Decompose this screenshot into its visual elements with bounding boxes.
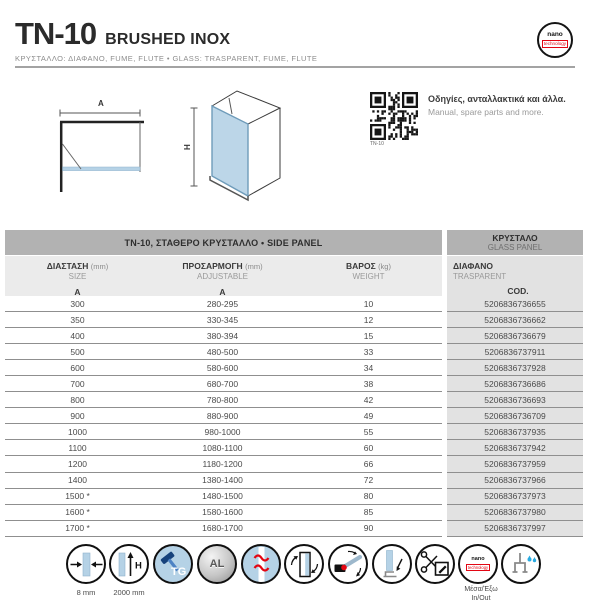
finish-name: BRUSHED INOX <box>105 31 231 48</box>
cell-code: 5206836737973 <box>447 489 583 505</box>
table-row <box>5 489 442 505</box>
table-row <box>5 296 442 312</box>
cell-adjustable: 280-295 <box>206 298 239 309</box>
column-header-size <box>5 256 150 296</box>
cell-size: 400 <box>70 330 85 341</box>
column-header-weight <box>295 256 442 296</box>
in-out-label-english: In/Out <box>471 594 491 600</box>
support-diagonal <box>63 144 82 169</box>
size-dim-letter: A <box>74 287 81 297</box>
cell-weight: 38 <box>363 378 374 389</box>
panel-height-label: 2000 mm <box>113 588 145 597</box>
adjustable-label-greek: ΠΡΟΣΑΡΜΟΓΗ <box>182 261 243 271</box>
glass-type-english: TRASPARENT <box>453 272 507 281</box>
cell-weight: 60 <box>363 442 374 453</box>
model-name: TN-10 <box>15 16 97 51</box>
qr-description <box>428 94 593 117</box>
cell-size: 800 <box>70 394 85 405</box>
cell-size: 1100 <box>68 442 87 453</box>
cell-adjustable: 1180-1200 <box>202 458 243 469</box>
size-unit: (mm) <box>90 262 109 271</box>
cell-code: 5206836737928 <box>447 360 583 376</box>
top-bracket-line <box>229 98 232 114</box>
cell-weight: 15 <box>363 330 374 341</box>
table-row <box>5 392 442 408</box>
cell-adjustable: 1480-1500 <box>202 491 243 502</box>
cell-code: 5206836737980 <box>447 505 583 521</box>
heat-resistant-glass-icon <box>241 544 281 584</box>
cell-size: 1700 * <box>65 523 90 534</box>
cell-adjustable: 380-394 <box>206 330 239 341</box>
table-row <box>5 424 442 440</box>
table-row <box>5 456 442 472</box>
cell-weight: 80 <box>363 491 374 502</box>
floor-fixing-icon <box>372 544 412 584</box>
table-row <box>5 440 442 456</box>
table-row <box>5 473 442 489</box>
adjustable-dim-letter: A <box>219 287 226 297</box>
cell-adjustable: 680-700 <box>206 378 239 389</box>
dim-a-label: A <box>98 99 104 108</box>
panel-height-icon <box>109 544 149 584</box>
cell-adjustable: 880-900 <box>206 410 239 421</box>
table-row <box>5 312 442 328</box>
cell-code: 5206836737997 <box>447 521 583 537</box>
in-out-label <box>451 586 511 600</box>
column-header-glass-type <box>447 256 583 296</box>
in-out-label-greek: Μέσα/Έξω <box>464 586 498 593</box>
cell-weight: 66 <box>363 458 374 469</box>
cell-weight: 42 <box>363 394 374 405</box>
cut-to-size-icon <box>415 544 455 584</box>
cell-weight: 12 <box>363 314 374 325</box>
table-row <box>5 376 442 392</box>
size-label-english: SIZE <box>68 272 87 281</box>
weight-unit: (kg) <box>378 262 391 271</box>
cell-code: 5206836736693 <box>447 392 583 408</box>
cell-size: 600 <box>70 362 85 373</box>
svg-text:H: H <box>134 560 142 571</box>
cell-weight: 33 <box>363 346 374 357</box>
cell-size: 300 <box>70 298 85 309</box>
weight-label-english: WEIGHT <box>352 272 385 281</box>
table-row <box>5 408 442 424</box>
cell-weight: 49 <box>363 410 374 421</box>
cell-weight: 34 <box>363 362 374 373</box>
aluminum-icon: AL <box>197 544 237 584</box>
cell-adjustable: 330-345 <box>206 314 239 325</box>
cell-size: 350 <box>70 314 85 325</box>
cell-weight: 10 <box>363 298 374 309</box>
header-divider <box>15 66 575 68</box>
table-row <box>5 360 442 376</box>
table-row <box>5 521 442 537</box>
cell-adjustable: 480-500 <box>206 346 239 357</box>
cell-adjustable: 1080-1100 <box>202 442 243 453</box>
size-label-greek: ΔΙΑΣΤΑΣΗ <box>46 261 89 271</box>
cell-size: 500 <box>70 346 85 357</box>
cell-weight: 55 <box>363 426 374 437</box>
cell-code: 5206836737935 <box>447 424 583 440</box>
cell-code: 5206836737911 <box>447 344 583 360</box>
tempered-glass-icon <box>153 544 193 584</box>
cell-adjustable: 1380-1400 <box>202 475 243 486</box>
page-title <box>15 18 230 49</box>
table-subheader <box>5 256 442 296</box>
table-row <box>5 328 442 344</box>
water-drainage-bracket-icon <box>501 544 541 584</box>
qr-text-greek: Οδηγίες, ανταλλακτικά και άλλα. <box>428 94 566 104</box>
table-glass-header <box>447 230 583 255</box>
cell-code: 5206836736709 <box>447 408 583 424</box>
weight-label-greek: ΒΑΡΟΣ <box>346 261 376 271</box>
cell-code: 5206836736679 <box>447 328 583 344</box>
cell-size: 1200 <box>68 458 87 469</box>
nano-technology-logo <box>537 22 573 58</box>
glass-strip <box>63 167 141 171</box>
dim-h-label: H <box>183 144 192 150</box>
cell-size: 1500 * <box>65 491 90 502</box>
cell-adjustable: 580-600 <box>206 362 239 373</box>
table-main-header: TN-10, ΣΤΑΘΕΡΟ ΚΡΥΣΤΑΛΛΟ • SIDE PANEL <box>5 230 442 255</box>
cell-code: 5206836737942 <box>447 440 583 456</box>
glass-panel-face <box>212 106 248 196</box>
column-header-adjustable <box>150 256 295 296</box>
cell-size: 1600 * <box>65 507 90 518</box>
adjustable-label-english: ADJUSTABLE <box>197 272 248 281</box>
isometric-drawing <box>182 84 297 212</box>
cell-code: 5206836736662 <box>447 312 583 328</box>
cell-weight: 85 <box>363 507 374 518</box>
pivoting-support-arm-icon <box>328 544 368 584</box>
cell-code: 5206836736655 <box>447 296 583 312</box>
glass-options-subtitle: ΚΡΥΣΤΑΛΛΟ: ΔΙΑΦΑΝΟ, FUME, FLUTE • GLASS: TRASPARENT, FUME, FLUTE <box>15 54 318 63</box>
cell-code: 5206836737966 <box>447 473 583 489</box>
cell-adjustable: 1680-1700 <box>202 523 243 534</box>
glass-type-greek: ΔΙΑΦΑΝΟ <box>453 261 494 271</box>
code-column-label: COD. <box>507 286 529 296</box>
adjustable-unit: (mm) <box>245 262 263 271</box>
cell-code: 5206836737959 <box>447 456 583 472</box>
cell-size: 700 <box>70 378 85 389</box>
cell-size: 1400 <box>68 475 87 486</box>
cell-weight: 90 <box>363 523 374 534</box>
qr-caption: TN-10 <box>370 141 384 147</box>
cell-size: 1000 <box>68 426 87 437</box>
cell-adjustable: 780-800 <box>206 394 239 405</box>
qr-text-english: Manual, spare parts and more. <box>428 107 544 117</box>
glass-thickness-label: 8 mm <box>76 588 96 597</box>
front-view-drawing <box>58 96 150 196</box>
glass-thickness-icon <box>66 544 106 584</box>
svg-text:TG: TG <box>170 565 186 578</box>
table-row <box>5 505 442 521</box>
cell-weight: 72 <box>363 475 374 486</box>
glass-header-greek: ΚΡΥΣΤΑΛΟ <box>492 232 538 243</box>
table-rows-codes <box>447 296 583 537</box>
glass-header-english: GLASS PANEL <box>487 242 543 252</box>
technology-logo-text: technology <box>543 40 567 46</box>
in-out-opening-icon <box>284 544 324 584</box>
qr-code <box>370 92 418 140</box>
nano-logo-text: nano <box>547 31 563 39</box>
cell-size: 900 <box>70 410 85 421</box>
cell-adjustable: 1580-1600 <box>202 507 243 518</box>
table-row <box>5 344 442 360</box>
cell-adjustable: 980-1000 <box>204 426 241 437</box>
nano-technology-icon: nano technology <box>458 544 498 584</box>
table-rows-main <box>5 296 442 537</box>
cell-code: 5206836736686 <box>447 376 583 392</box>
